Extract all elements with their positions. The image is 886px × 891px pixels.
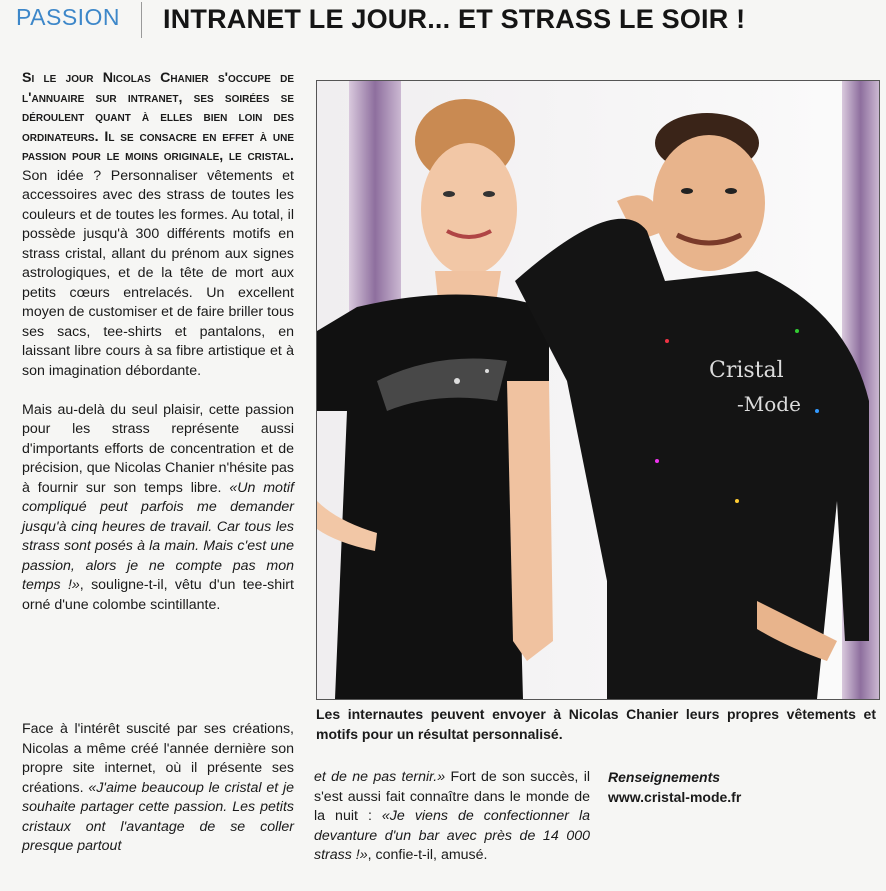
paragraph-1-body: Son idée ? Personnaliser vêtements et accessoires avec des strass de toutes les couleurs et de toutes les formes. Au total, il possède jusqu'à 300 différents motifs en strass cristal, allant du prénom aux signes astrologiques, et de la tête de mort aux petits cœurs entrelacés. Un excellent moyen de customiser et de faire briller tous ses sacs, tee-shirts et pantalons, en laissant libre cours à sa fibre artistique et à son imagination débordante. [22, 167, 294, 379]
paragraph-4-text-b: , confie-t-il, amusé. [367, 847, 488, 863]
paragraph-4-quote: et de ne pas ternir.» [314, 769, 446, 785]
paragraph-3-text: Face à l'intérêt suscité par ses créations, Nicolas a même créé l'année dernière son propre site internet, où il présente ses créations. [22, 721, 294, 796]
shirt-text-mode: -Mode [737, 392, 801, 416]
paragraph-1 [22, 69, 294, 381]
paragraph-2 [22, 401, 294, 616]
paragraph-4-text-a: Fort de son succès, il s'est aussi fait connaître dans le monde de la nuit : [314, 769, 590, 824]
article-photo [316, 80, 880, 700]
rubric-divider [141, 2, 142, 38]
info-label: Renseignements [608, 769, 721, 785]
info-url-link[interactable]: www.cristal-mode.fr [608, 788, 742, 805]
photo-caption: Les internautes peuvent envoyer à Nicolas Chanier leurs propres vêtements et motifs pour un résultat personnalisé. [316, 706, 876, 742]
paragraph-2-quote: «Un motif compliqué peut parfois me demander jusqu'à cinq heures de travail. Car tous les strass sont posés à la main. Mais c'est une passion, alors je ne compte pas mon temps !» [22, 479, 294, 593]
info-box [608, 768, 741, 807]
article-column-left [22, 69, 294, 635]
article-column-middle-bottom [314, 768, 590, 885]
article-headline: INTRANET LE JOUR... ET STRASS LE SOIR ! [163, 4, 746, 34]
paragraph-2-text-b: , souligne-t-il, vêtu d'un tee-shirt orné d'une colombe scintillante. [22, 577, 294, 613]
photo-illustration [317, 81, 879, 699]
paragraph-2-text-a: Mais au-delà du seul plaisir, cette passion pour les strass représente aussi d'importants efforts de concentration et de précision, que Nicolas Chanier n'hésite pas à fournir sur son temps libre. [22, 401, 294, 496]
article-header [0, 0, 886, 52]
paragraph-3 [22, 720, 294, 857]
paragraph-3-quote: «J'aime beaucoup le cristal et je souhaite partager cette passion. Les petits cristaux ont l'avantage de se coller presque partout [22, 779, 294, 854]
section-rubric: PASSION [16, 4, 121, 30]
article-lead: Si le jour Nicolas Chanier s'occupe de l'annuaire sur intranet, ses soirées se déroulent quant à elles bien loin des ordinateurs. Il se consacre en effet à une passion pour le moins originale, le cristal. [22, 70, 294, 164]
paragraph-4 [314, 768, 590, 866]
paragraph-4-quote-2: «Je viens de confectionner la devanture d'un bar avec près de 14 000 strass !» [314, 808, 590, 863]
shirt-text-cristal: Cristal [709, 358, 784, 383]
article-column-left-bottom [22, 720, 294, 876]
